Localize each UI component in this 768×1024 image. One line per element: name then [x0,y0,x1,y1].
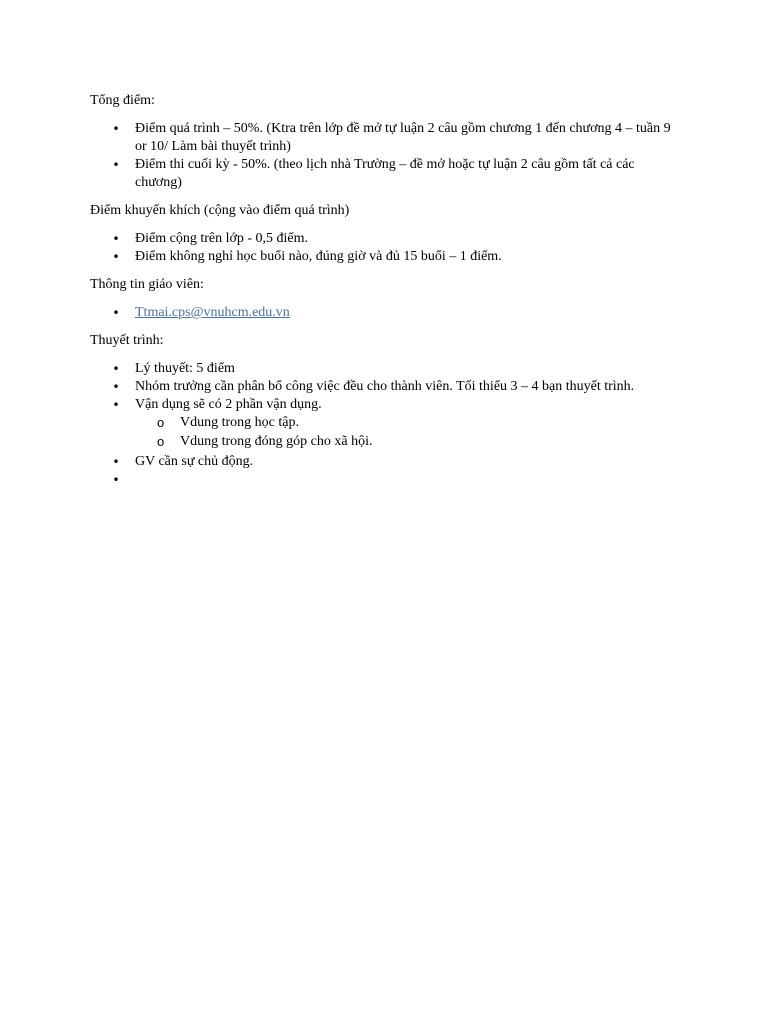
list-item [90,304,680,322]
list-item [90,248,680,266]
circle-bullet-icon: o [157,415,165,430]
presentation-heading: Thuyết trình: [90,333,164,348]
bullet-icon: • [112,473,120,487]
teacher-list [90,304,680,322]
list-item-text: Lý thuyết: 5 điểm [135,361,235,376]
list-item-text: Điểm thi cuối kỳ - 50%. (theo lịch nhà Trường – đề mở hoặc tự luận 2 câu gồm tất cả các chương) [135,157,635,190]
list-item-text: Vận dụng sẽ có 2 phần vận dụng. [135,397,322,412]
presentation-list [90,360,680,489]
sub-list-item [135,433,680,451]
circle-bullet-icon: o [157,434,165,449]
bullet-icon: • [112,158,120,172]
sub-list-item-text: Vdung trong đóng góp cho xã hội. [180,434,373,449]
list-item [90,156,680,192]
list-item [90,378,680,396]
teacher-email-link[interactable]: Ttmai.cps@vnuhcm.edu.vn [135,305,290,320]
list-item-text: GV cần sự chủ động. [135,454,254,469]
teacher-heading: Thông tin giáo viên: [90,277,204,292]
list-item [90,453,680,471]
bullet-icon: • [112,380,120,394]
bullet-icon: • [112,122,120,136]
grading-list [90,120,680,192]
list-item-text: Điểm không nghỉ học buổi nào, đúng giờ và đủ 15 buổi – 1 điểm. [135,249,502,264]
bonus-heading: Điểm khuyến khích (cộng vào điểm quá trình) [90,203,350,218]
bonus-list [90,230,680,266]
sub-list [135,414,680,451]
list-item [90,230,680,248]
bullet-icon: • [112,232,120,246]
list-item [90,396,680,451]
bullet-icon: • [112,398,120,412]
sub-list-item [135,414,680,432]
empty-list-item-text [135,472,139,487]
empty-list-item[interactable] [90,471,680,489]
list-item [90,360,680,378]
list-item-text: Điểm quá trình – 50%. (Ktra trên lớp đề mở tự luận 2 câu gồm chương 1 đến chương 4 – tuần 9 or 10/ Làm bài thuyết trình) [135,121,671,154]
bullet-icon: • [112,362,120,376]
bullet-icon: • [112,250,120,264]
list-item-text: Nhóm trưởng cần phân bổ công việc đều cho thành viên. Tối thiểu 3 – 4 bạn thuyết trình. [135,379,635,394]
bullet-icon: • [112,306,120,320]
sub-list-item-text: Vdung trong học tập. [180,415,299,430]
list-item-text: Điểm cộng trên lớp - 0,5 điểm. [135,231,309,246]
grading-heading: Tổng điểm: [90,93,155,108]
document-page [90,92,680,499]
list-item [90,120,680,156]
bullet-icon: • [112,455,120,469]
